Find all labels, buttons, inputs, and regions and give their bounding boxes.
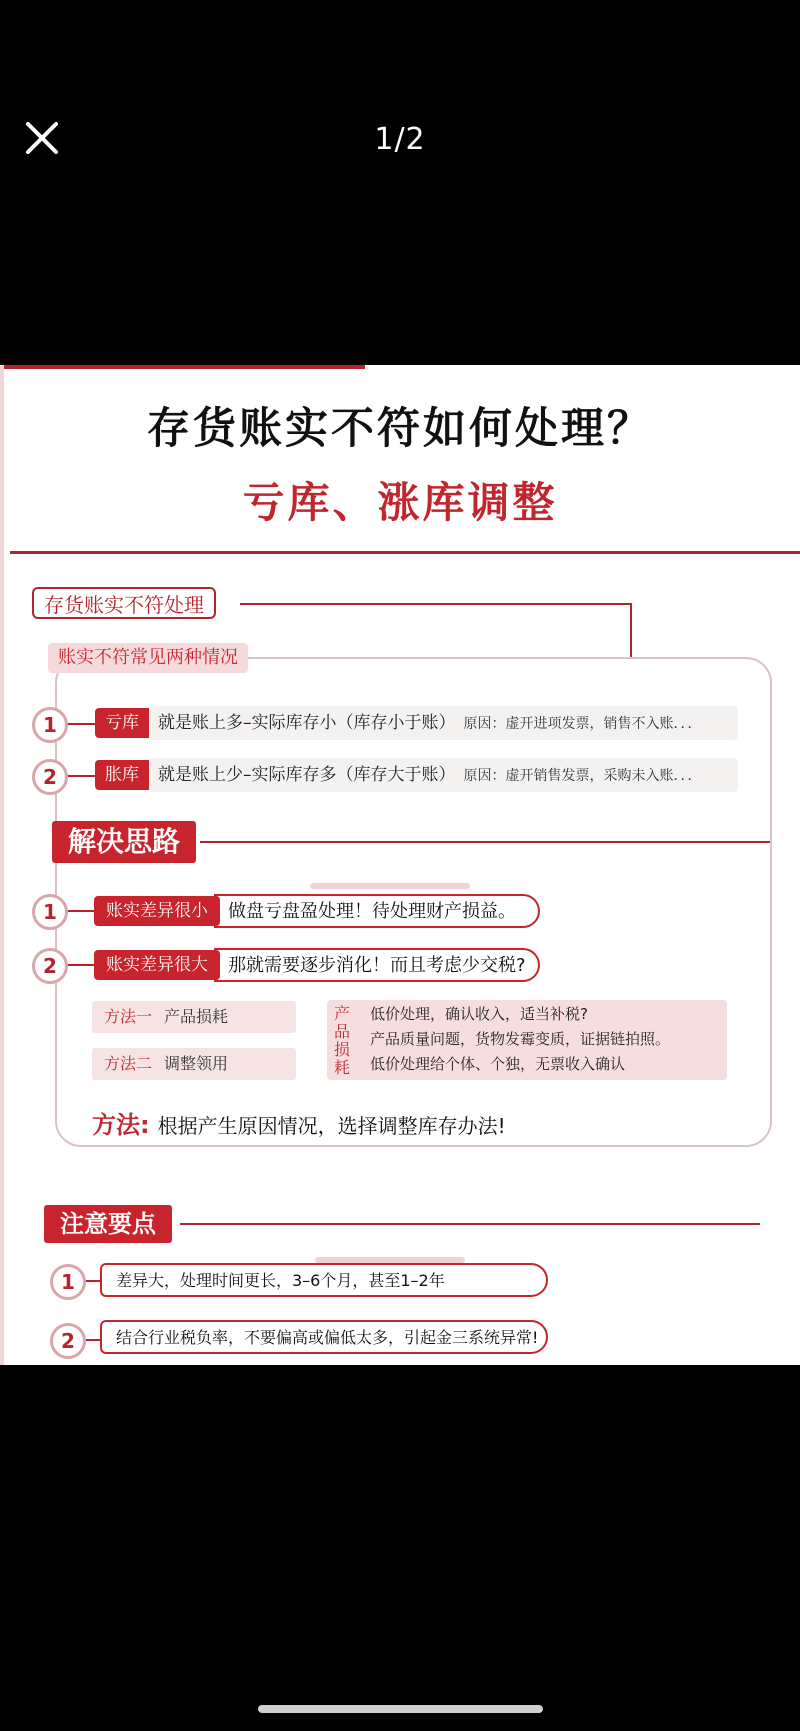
case-reason: 原因：虚开销售发票，采购未入账．．． (463, 768, 702, 784)
top-tag: 存货账实不符处理 (32, 587, 216, 619)
case-tag: 胀库 (95, 760, 149, 790)
poster-title: 存货账实不符如何处理？ (147, 404, 653, 454)
note-number: 1 (50, 1264, 86, 1300)
method-label: 方法一 (104, 1007, 153, 1026)
method-summary (92, 1105, 506, 1140)
title-divider (10, 551, 800, 554)
case-tag: 亏库 (95, 708, 149, 738)
infographic-image (0, 365, 800, 1365)
section-line (200, 841, 770, 843)
top-accent-line (0, 365, 365, 369)
method-item (92, 1001, 296, 1033)
viewer-top-bar (0, 0, 800, 365)
loss-line: 低价处理给个体、个独，无票收入确认 (370, 1055, 626, 1073)
case-row (148, 706, 738, 740)
pill-accent (310, 883, 470, 889)
image-counter: 1/2 (374, 122, 426, 157)
case-desc: 就是账上少–实际库存多（库存大于账） (158, 765, 456, 785)
note-pill: 差异大，处理时间更长，3–6个月，甚至1–2年 (100, 1263, 548, 1297)
solution-pill: 做盘亏盘盈处理！待处理财产损益。 (214, 894, 540, 928)
case-reason: 原因：虚开进项发票，销售不入账．．． (463, 716, 702, 732)
solution-pill: 那就需要逐步消化！而且考虑少交税? (214, 948, 540, 982)
home-indicator[interactable] (258, 1705, 543, 1713)
solution-number: 1 (32, 894, 68, 930)
connector-line (240, 603, 632, 605)
section-line (180, 1223, 760, 1225)
solution-tag: 账实差异很小 (94, 896, 220, 926)
note-number: 2 (50, 1323, 86, 1359)
case-number: 2 (32, 759, 68, 795)
loss-line: 产品质量问题，货物发霉变质，证据链拍照。 (370, 1030, 671, 1048)
method-summary-text: 根据产生原因情况，选择调整库存办法! (157, 1114, 506, 1138)
solution-number: 2 (32, 948, 68, 984)
note-pill: 结合行业税负率，不要偏高或偏低太多，引起金三系统异常! (100, 1320, 548, 1354)
method-item (92, 1048, 296, 1080)
loss-lines (370, 1002, 670, 1077)
notes-title: 注意要点 (44, 1205, 172, 1243)
cases-tag: 账实不符常见两种情况 (48, 643, 248, 673)
solution-tag: 账实差异很大 (94, 950, 220, 980)
poster-subtitle: 亏库、涨库调整 (242, 478, 558, 527)
loss-vertical-label: 产品损耗 (333, 1004, 350, 1077)
connector-line (630, 603, 632, 659)
case-desc: 就是账上多–实际库存小（库存小于账） (158, 713, 456, 733)
method-value: 产品损耗 (164, 1007, 229, 1026)
case-row (148, 758, 738, 792)
case-number: 1 (32, 707, 68, 743)
method-value: 调整领用 (164, 1054, 229, 1073)
method-label: 方法二 (104, 1054, 153, 1073)
method-summary-label: 方法: (92, 1111, 150, 1139)
solution-title: 解决思路 (52, 821, 196, 863)
loss-line: 低价处理，确认收入，适当补税? (370, 1005, 588, 1023)
